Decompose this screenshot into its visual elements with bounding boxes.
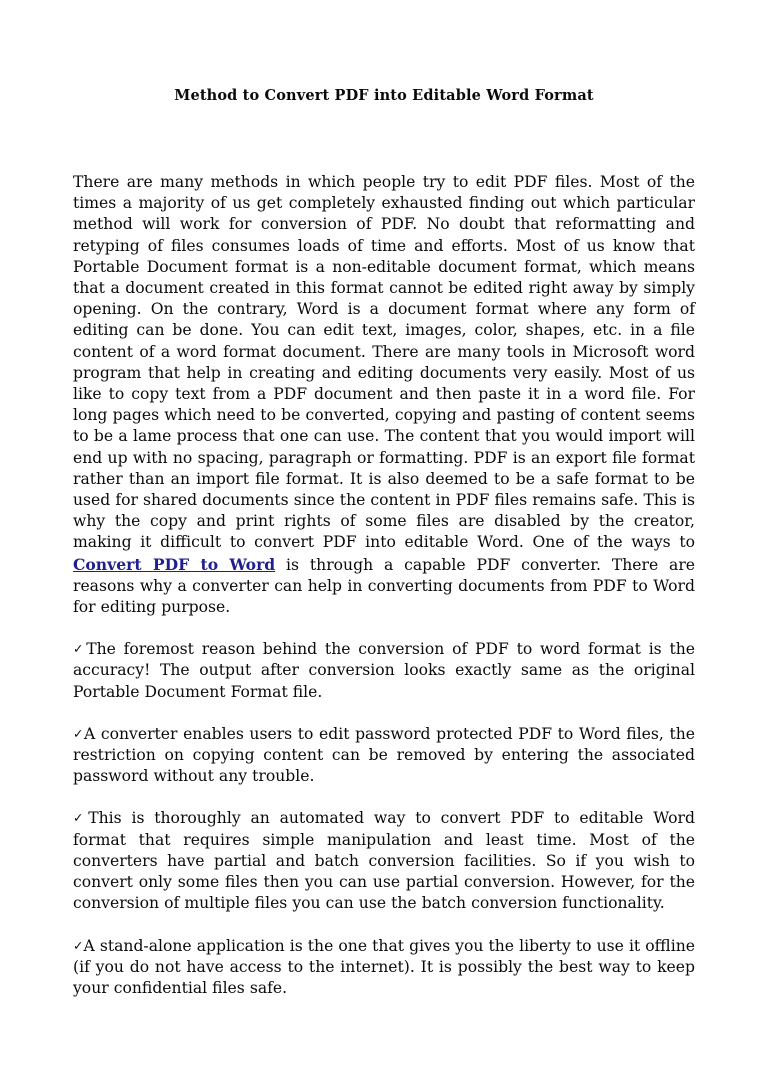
page-title: Method to Convert PDF into Editable Word Format (174, 87, 594, 104)
list-item-label: This is thoroughly an automated way to convert PDF to editable Word format that requires simple manipulation and least time. Most of the converters have partial and batch conversion facilities. So if you wish to convert only some files then you can use partial conversion. However, for the conversion of multiple files you can use the batch conversion functionality. (73, 809, 695, 913)
intro-paragraph-text-before-link: There are many methods in which people try to edit PDF files. Most of the times a majority of us get completely exhausted finding out which particular method will work for conversion of PDF. No doubt that reformatting and retyping of files consumes loads of time and efforts. Most of us know that Portable Document format is a non-editable document format, which means that a document created in this format cannot be edited right away by simply opening. On the contrary, Word is a document format where any form of editing can be done. You can edit text, images, color, shapes, etc. in a file content of a word format document. There are many tools in Microsoft word program that help in creating and editing documents very easily. Most of us like to copy text from a PDF document and then paste it in a word file. For long pages which need to be converted, copying and pasting of content seems to be a lame process that one can use. The content that you would import will end up with no spacing, paragraph or formatting. PDF is an export file format rather than an import file format. It is also deemed to be a safe format to be used for shared documents since the content in PDF files remains safe. This is why the copy and print rights of some files are disabled by the creator, making it difficult to convert PDF into editable Word. One of the ways to (73, 173, 695, 552)
checkmark-icon: ✓ (73, 937, 84, 953)
intro-paragraph (73, 172, 695, 618)
list-item (73, 638, 695, 703)
checkmark-icon: ✓ (73, 810, 89, 826)
list-item-label: A converter enables users to edit password protected PDF to Word files, the restriction on copying content can be removed by entering the associated password without any trouble. (73, 724, 695, 786)
list-item-label: The foremost reason behind the conversion of PDF to word format is the accuracy! The output after conversion looks exactly same as the original Portable Document Format file. (73, 640, 695, 701)
checkmark-icon: ✓ (73, 641, 87, 657)
convert-pdf-to-word-link[interactable]: Convert PDF to Word (73, 554, 276, 574)
list-item (73, 935, 695, 1000)
checkmark-icon: ✓ (73, 725, 85, 741)
list-item (73, 723, 695, 788)
intro-paragraph-text-after-link: is through a capable PDF converter. There are reasons why a converter can help in converting documents from PDF to Word for editing purpose. (73, 555, 695, 617)
document-content-column (73, 0, 695, 999)
list-item (73, 807, 695, 914)
list-item-label: A stand-alone application is the one that gives you the liberty to use it offline (if you do not have access to the internet). It is possibly the best way to keep your confidential files safe. (73, 936, 695, 997)
